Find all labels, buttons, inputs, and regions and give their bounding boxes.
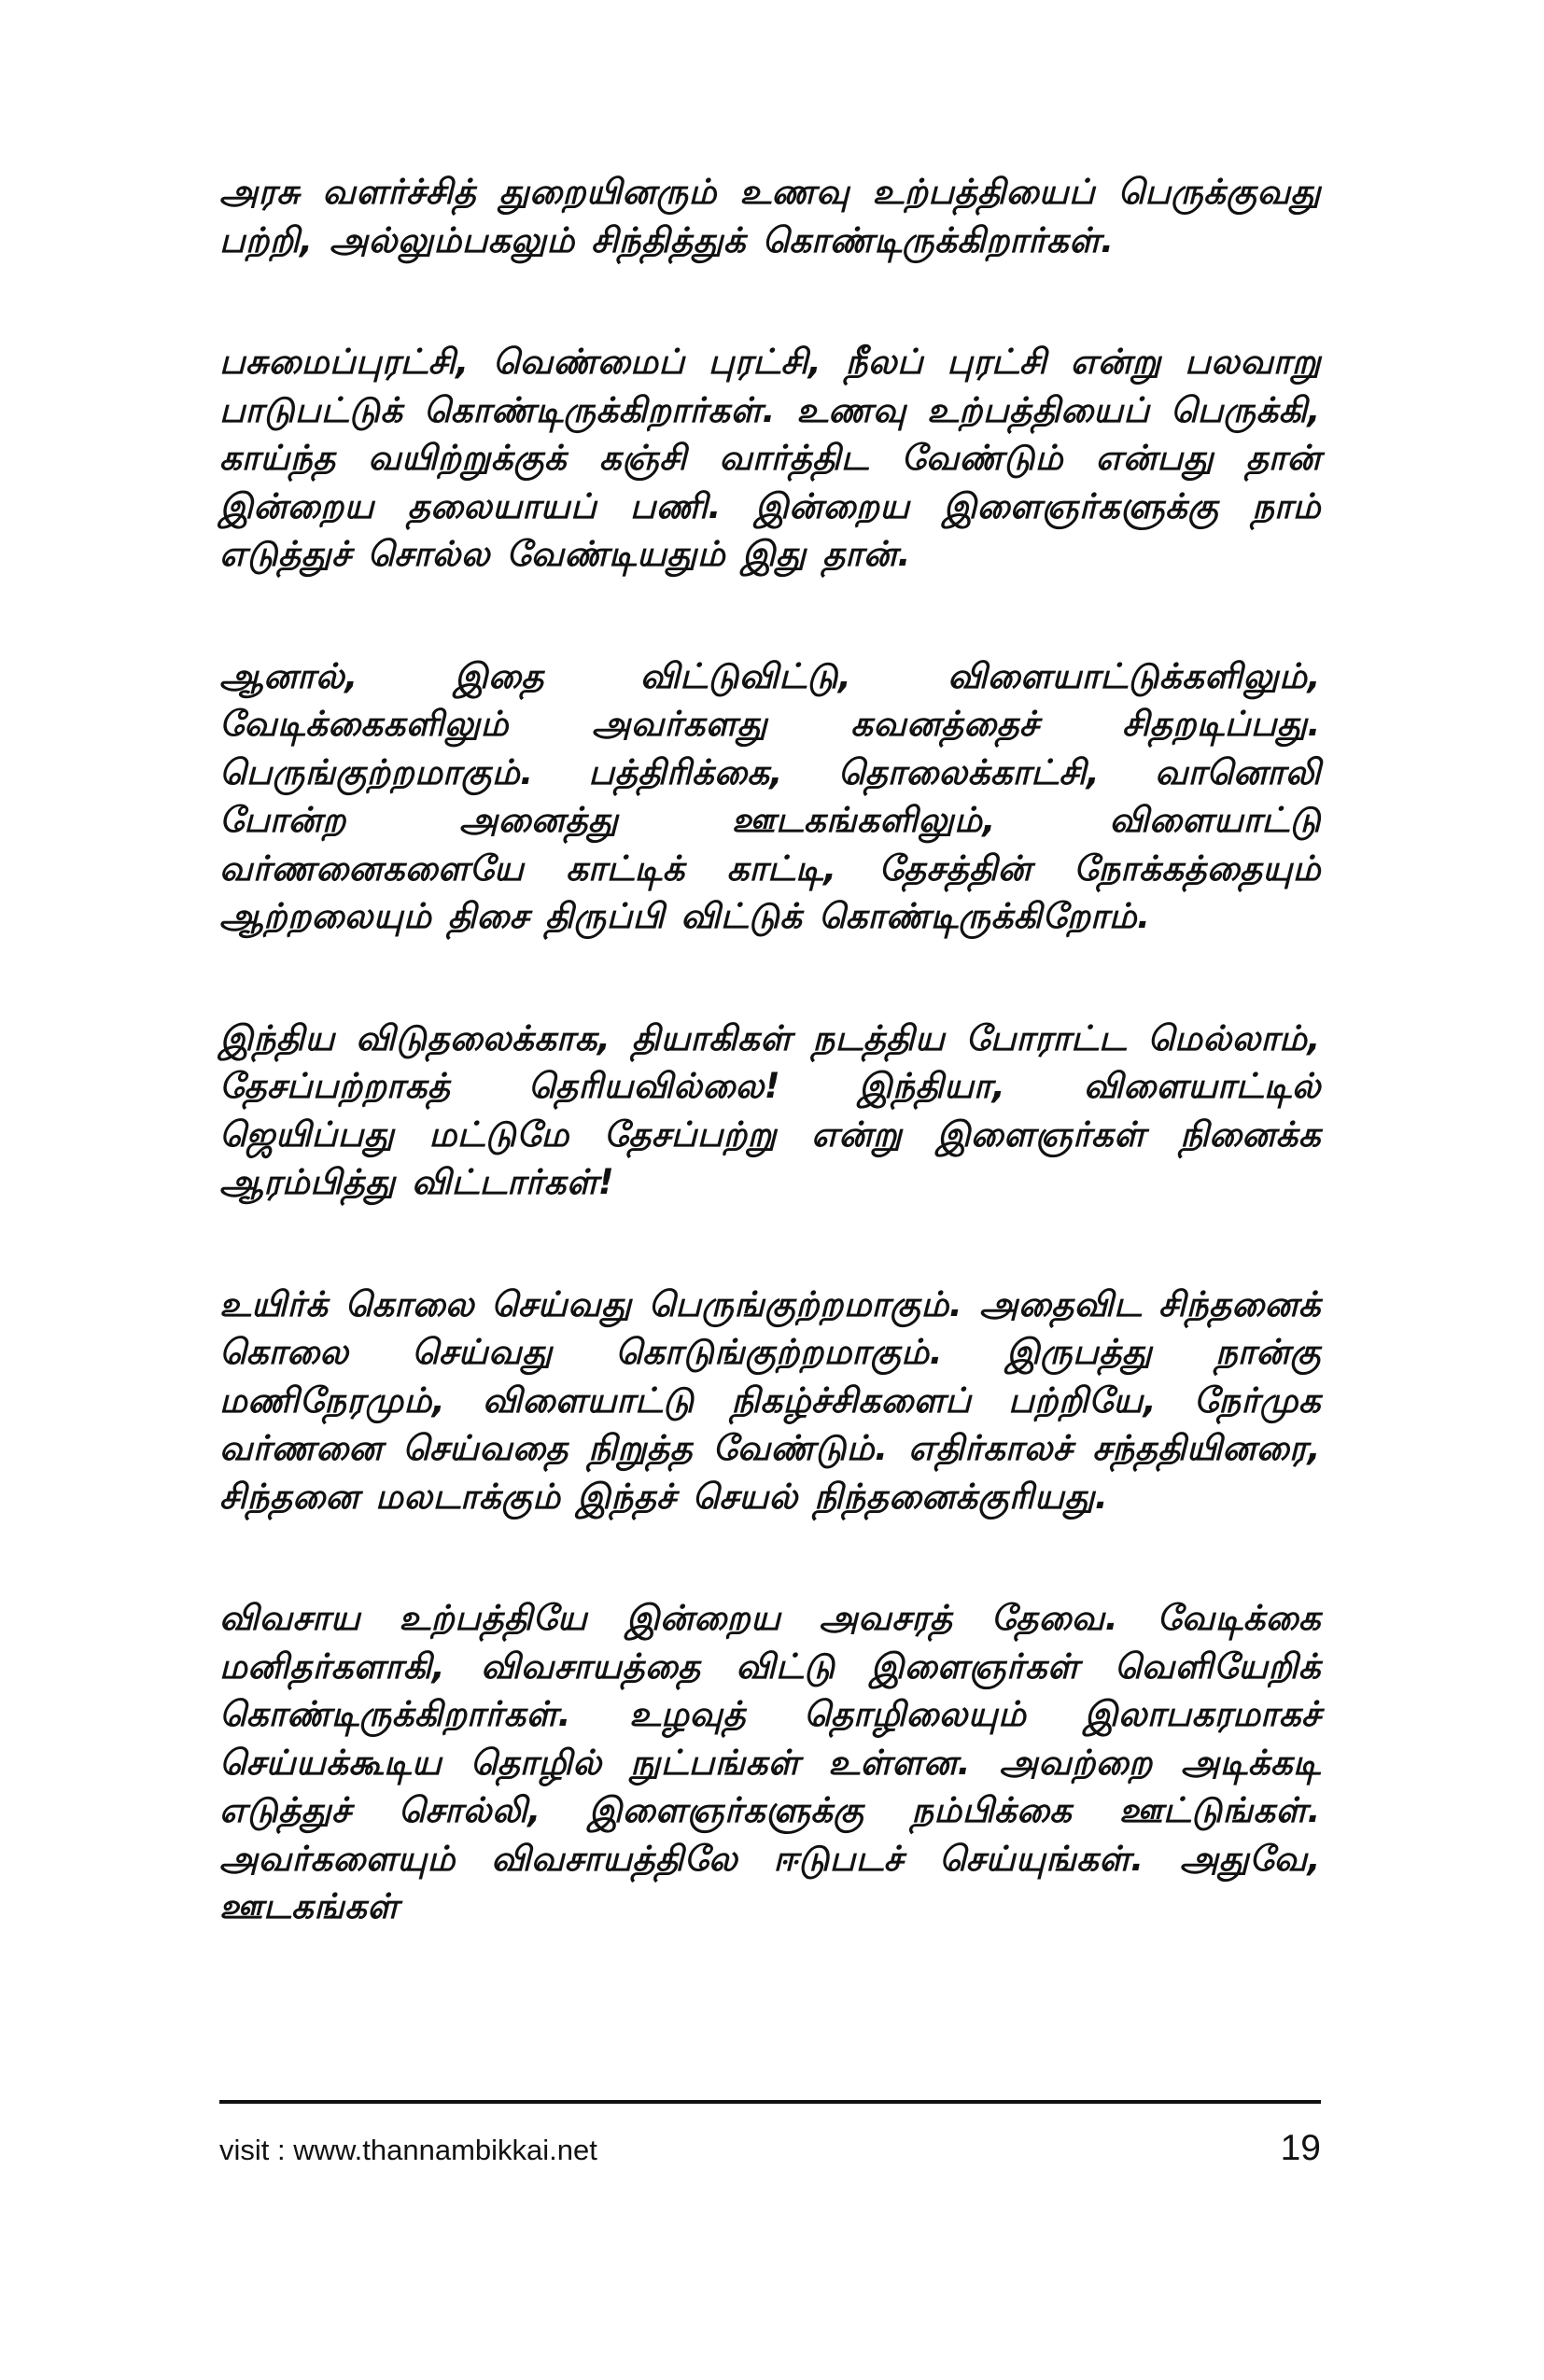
- footer-divider: [219, 2100, 1321, 2104]
- paragraph-3: ஆனால், இதை விட்டுவிட்டு, விளையாட்டுக்களிலும், வேடிக்கைகளிலும் அவர்களது கவனத்தைச் சிதறடிப்பது. பெருங்குற்றமாகும். பத்திரிக்கை, தொலைக்காட்சி, வானொலி போன்ற அனைத்து ஊடகங்களிலும், விளையாட்டு வர்ணனைகளையே காட்டிக் காட்டி, தேசத்தின் நோக்கத்தையும் ஆற்றலையும் திசை திருப்பி விட்டுக் கொண்டிருக்கிறோம்.: [219, 655, 1321, 936]
- page-body: [219, 168, 1321, 2005]
- paragraph-5: உயிர்க் கொலை செய்வது பெருங்குற்றமாகும். அதைவிட சிந்தனைக் கொலை செய்வது கொடுங்குற்றமாகும். இருபத்து நான்கு மணிநேரமும், விளையாட்டு நிகழ்ச்சிகளைப் பற்றியே, நேர்முக வர்ணனை செய்வதை நிறுத்த வேண்டும். எதிர்காலச் சந்ததியினரை, சிந்தனை மலடாக்கும் இந்தச் செயல் நிந்தனைக்குரியது.: [219, 1283, 1321, 1517]
- paragraph-1: அரசு வளர்ச்சித் துறையினரும் உணவு உற்பத்தியைப் பெருக்குவது பற்றி, அல்லும்பகலும் சிந்தித்துக் கொண்டிருக்கிறார்கள்.: [219, 172, 1321, 260]
- page-number: 19: [1280, 2128, 1321, 2168]
- paragraph-4: இந்திய விடுதலைக்காக, தியாகிகள் நடத்திய போராட்ட மெல்லாம், தேசப்பற்றாகத் தெரியவில்லை! இந்தியா, விளையாட்டில் ஜெயிப்பது மட்டுமே தேசப்பற்று என்று இளைஞர்கள் நினைக்க ஆரம்பித்து விட்டார்கள்!: [219, 1017, 1321, 1202]
- paragraph-2: பசுமைப்புரட்சி, வெண்மைப் புரட்சி, நீலப் புரட்சி என்று பலவாறு பாடுபட்டுக் கொண்டிருக்கிறார்கள். உணவு உற்பத்தியைப் பெருக்கி, காய்ந்த வயிற்றுக்குக் கஞ்சி வார்த்திட வேண்டும் என்பது தான் இன்றைய தலையாயப் பணி. இன்றைய இளைஞர்களுக்கு நாம் எடுத்துச் சொல்ல வேண்டியதும் இது தான்.: [219, 342, 1321, 574]
- footer-website: visit : www.thannambikkai.net: [219, 2134, 597, 2166]
- paragraph-6: விவசாய உற்பத்தியே இன்றைய அவசரத் தேவை. வேடிக்கை மனிதர்களாகி, விவசாயத்தை விட்டு இளைஞர்கள் வெளியேறிக் கொண்டிருக்கிறார்கள். உழவுத் தொழிலையும் இலாபகரமாகச் செய்யக்கூடிய தொழில் நுட்பங்கள் உள்ளன. அவற்றை அடிக்கடி எடுத்துச் சொல்லி, இளைஞர்களுக்கு நம்பிக்கை ஊட்டுங்கள். அவர்களையும் விவசாயத்திலே ஈடுபடச் செய்யுங்கள். அதுவே, ஊடகங்கள்: [219, 1598, 1321, 1926]
